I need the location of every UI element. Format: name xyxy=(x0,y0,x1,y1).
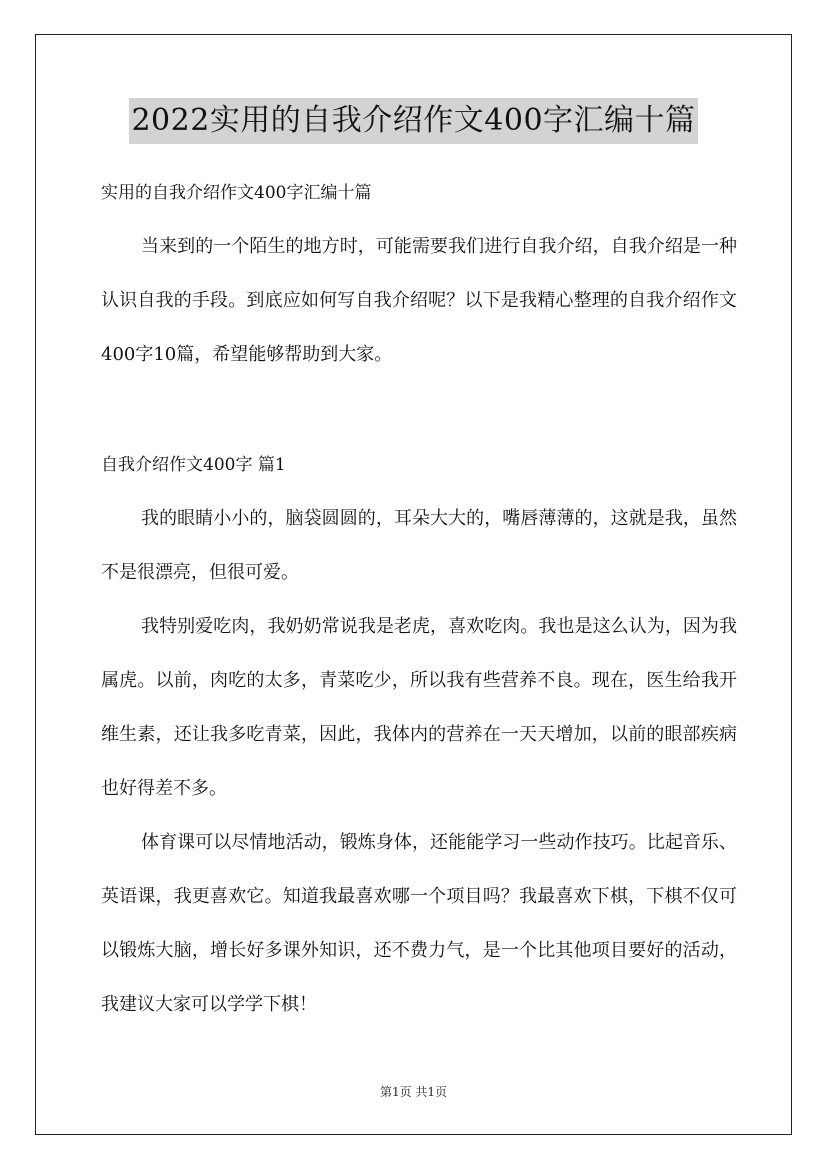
body-paragraph-1-text: 我的眼睛小小的，脑袋圆圆的，耳朵大大的，嘴唇薄薄的，这就是我，虽然不是很漂亮，但很可爱。 xyxy=(101,508,737,583)
document-subtitle: 实用的自我介绍作文400字汇编十篇 xyxy=(101,183,372,203)
page-footer: 第1页 共1页 xyxy=(379,1085,448,1099)
body-paragraph-1 xyxy=(101,492,737,600)
section-heading: 自我介绍作文400字 篇1 xyxy=(101,455,286,475)
body-paragraph-3 xyxy=(101,816,737,1032)
title-container xyxy=(0,98,827,144)
body-paragraph-2-text: 我特别爱吃肉，我奶奶常说我是老虎，喜欢吃肉。我也是这么认为，因为我属虎。以前，肉吃的太多，青菜吃少，所以我有些营养不良。现在，医生给我开维生素，还让我多吃青菜，因此，我体内的营养在一天天增加，以前的眼部疾病也好得差不多。 xyxy=(101,616,737,799)
intro-paragraph xyxy=(101,220,737,382)
document-title: 2022实用的自我介绍作文400字汇编十篇 xyxy=(129,98,697,144)
body-paragraph-3-text: 体育课可以尽情地活动，锻炼身体，还能能学习一些动作技巧。比起音乐、英语课，我更喜欢它。知道我最喜欢哪一个项目吗？我最喜欢下棋，下棋不仅可以锻炼大脑，增长好多课外知识，还不费力气，是一个比其他项目要好的活动，我建议大家可以学学下棋！ xyxy=(101,832,737,1015)
body-paragraph-2 xyxy=(101,600,737,816)
intro-text: 当来到的一个陌生的地方时，可能需要我们进行自我介绍，自我介绍是一种认识自我的手段。到底应如何写自我介绍呢？以下是我精心整理的自我介绍作文400字10篇，希望能够帮助到大家。 xyxy=(101,236,737,365)
